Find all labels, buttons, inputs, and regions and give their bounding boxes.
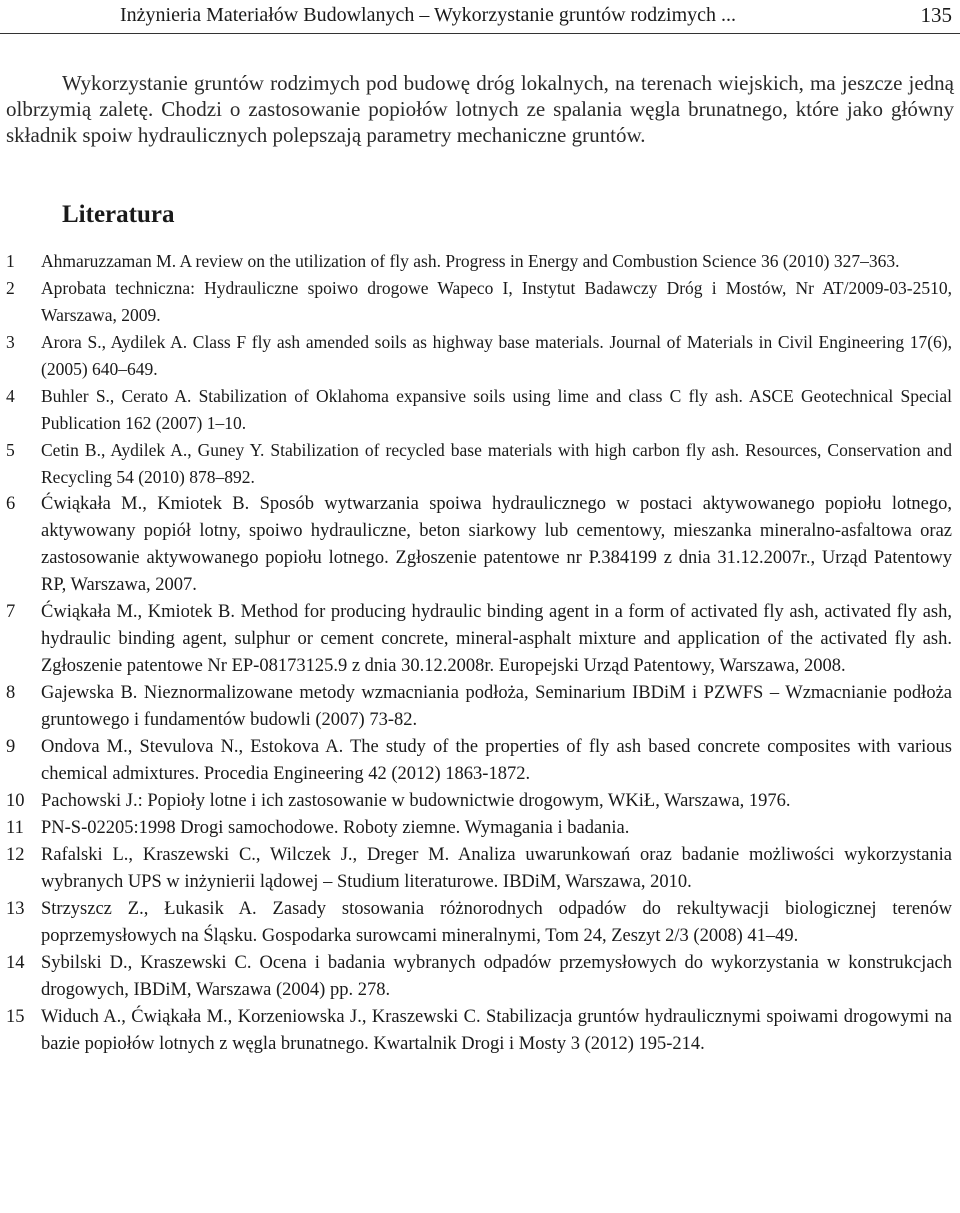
reference-text: Ahmaruzzaman M. A review on the utilization of fly ash. Progress in Energy and Combustion Science 36 (2010) 327–363. xyxy=(41,251,900,271)
reference-text: Strzyszcz Z., Łukasik A. Zasady stosowania różnorodnych odpadów do rekultywacji biologicznej terenów poprzemysłowych na Śląsku. Gospodarka surowcami mineralnymi, Tom 24, Zeszyt 2/3 (2008) 41–49. xyxy=(41,899,952,946)
reference-number: 6 xyxy=(6,494,16,514)
reference-number: 13 xyxy=(6,899,25,919)
reference-text: Buhler S., Cerato A. Stabilization of Oklahoma expansive soils using lime and class C fly ash. ASCE Geotechnical Special Publication 162 (2007) 1–10. xyxy=(41,386,952,433)
reference-text: Gajewska B. Nieznormalizowane metody wzmacniania podłoża, Seminarium IBDiM i PZWFS – Wzmacnianie podłoża gruntowego i fundamentów budowli (2007) 73-82. xyxy=(41,683,952,730)
reference-text: Ćwiąkała M., Kmiotek B. Method for producing hydraulic binding agent in a form of activated fly ash, activated fly ash, hydraulic binding agent, sulphur or cement concrete, mineral-asphalt mixture and application of the activated fly ash. Zgłoszenie patentowe Nr EP-08173125.9 z dnia 30.12.2008r. Europejski Urząd Patentowy, Warszawa, 2008. xyxy=(41,602,952,676)
reference-number: 5 xyxy=(6,440,15,460)
reference-number: 11 xyxy=(6,818,24,838)
reference-item xyxy=(0,1004,960,1058)
reference-item xyxy=(0,329,960,383)
reference-text: Ćwiąkała M., Kmiotek B. Sposób wytwarzania spoiwa hydraulicznego w postaci aktywowanego popiołu lotnego, aktywowany popiół lotny, spoiwo hydrauliczne, beton siarkowy lub cementowy, mieszanka mineralno-asfaltowa oraz zastosowanie aktywowanego popiołu lotnego. Zgłoszenie patentowe nr P.384199 z dnia 31.12.2007r., Urząd Patentowy RP, Warszawa, 2007. xyxy=(41,494,952,595)
reference-number: 2 xyxy=(6,278,15,298)
reference-number: 9 xyxy=(6,737,16,757)
running-header xyxy=(0,0,960,36)
reference-number: 1 xyxy=(6,251,15,271)
reference-item xyxy=(0,599,960,680)
reference-item xyxy=(0,815,960,842)
reference-number: 14 xyxy=(6,953,25,973)
page-number: 135 xyxy=(920,3,952,27)
reference-text: Pachowski J.: Popioły lotne i ich zastosowanie w budownictwie drogowym, WKiŁ, Warszawa, 1976. xyxy=(41,791,791,811)
reference-number: 12 xyxy=(6,845,25,865)
reference-number: 3 xyxy=(6,332,15,352)
header-divider xyxy=(0,33,960,34)
reference-item xyxy=(0,842,960,896)
reference-item xyxy=(0,437,960,491)
section-title-literatura: Literatura xyxy=(62,201,175,228)
reference-item xyxy=(0,491,960,599)
intro-paragraph: Wykorzystanie gruntów rodzimych pod budowę dróg lokalnych, na terenach wiejskich, ma jeszcze jedną olbrzymią zaletę. Chodzi o zastosowanie popiołów lotnych ze spalania węgla brunatnego, które jako główny składnik spoiw hydraulicznych polepszają parametry mechaniczne gruntów. xyxy=(6,71,954,147)
reference-number: 10 xyxy=(6,791,25,811)
reference-text: Arora S., Aydilek A. Class F fly ash amended soils as highway base materials. Journal of Materials in Civil Engineering 17(6), (2005) 640–649. xyxy=(41,332,952,379)
reference-text: Ondova M., Stevulova N., Estokova A. The study of the properties of fly ash based concrete composites with various chemical admixtures. Procedia Engineering 42 (2012) 1863-1872. xyxy=(41,737,952,784)
reference-number: 7 xyxy=(6,602,16,622)
reference-text: Aprobata techniczna: Hydrauliczne spoiwo drogowe Wapeco I, Instytut Badawczy Dróg i Mostów, Nr AT/2009-03-2510, Warszawa, 2009. xyxy=(41,278,952,325)
reference-number: 4 xyxy=(6,386,15,406)
reference-number: 15 xyxy=(6,1007,25,1027)
reference-text: Widuch A., Ćwiąkała M., Korzeniowska J., Kraszewski C. Stabilizacja gruntów hydraulicznymi spoiwami drogowymi na bazie popiołów lotnych z węgla brunatnego. Kwartalnik Drogi i Mosty 3 (2012) 195-214. xyxy=(41,1007,952,1054)
reference-item xyxy=(0,950,960,1004)
reference-text: Cetin B., Aydilek A., Guney Y. Stabilization of recycled base materials with high carbon fly ash. Resources, Conservation and Recycling 54 (2010) 878–892. xyxy=(41,440,952,487)
reference-item xyxy=(0,734,960,788)
reference-text: Rafalski L., Kraszewski C., Wilczek J., Dreger M. Analiza uwarunkowań oraz badanie możliwości wykorzystania wybranych UPS w inżynierii lądowej – Studium literaturowe. IBDiM, Warszawa, 2010. xyxy=(41,845,952,892)
reference-item xyxy=(0,383,960,437)
reference-item xyxy=(0,248,960,275)
reference-item xyxy=(0,896,960,950)
reference-item xyxy=(0,680,960,734)
reference-list xyxy=(0,248,960,1058)
running-header-title: Inżynieria Materiałów Budowlanych – Wykorzystanie gruntów rodzimych ... xyxy=(120,4,737,26)
reference-text: PN-S-02205:1998 Drogi samochodowe. Roboty ziemne. Wymagania i badania. xyxy=(41,818,630,838)
reference-item xyxy=(0,788,960,815)
reference-number: 8 xyxy=(6,683,16,703)
reference-item xyxy=(0,275,960,329)
reference-text: Sybilski D., Kraszewski C. Ocena i badania wybranych odpadów przemysłowych do wykorzystania w konstrukcjach drogowych, IBDiM, Warszawa (2004) pp. 278. xyxy=(41,953,952,1000)
